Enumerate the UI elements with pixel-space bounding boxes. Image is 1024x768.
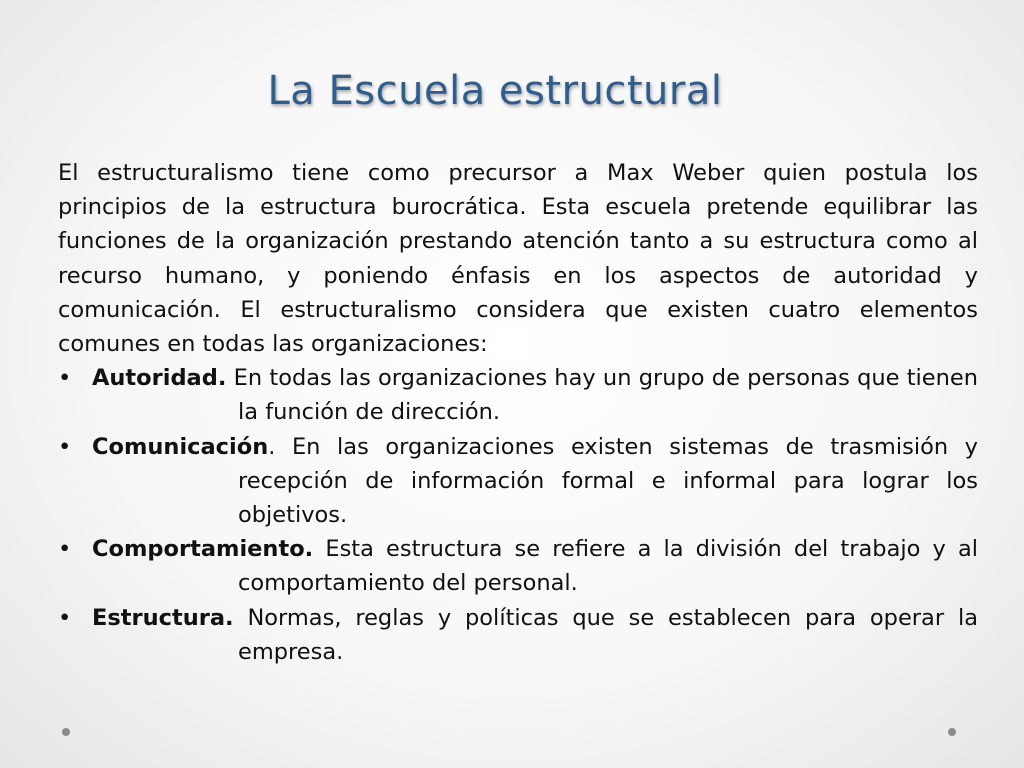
bullet-text: Esta estructura se refiere a la división del trabajo y al comportamiento del personal. <box>238 536 978 597</box>
bullet-term: Estructura. <box>92 604 234 631</box>
bullet-item-comportamiento <box>58 532 978 600</box>
decor-dot-icon <box>62 728 70 736</box>
bullet-term: Autoridad. <box>92 365 227 392</box>
bullet-text: Normas, reglas y políticas que se establecen para operar la empresa. <box>233 604 978 665</box>
bullet-icon: • <box>58 604 72 631</box>
slide-content <box>58 156 978 669</box>
bullet-term: Comportamiento. <box>92 536 314 563</box>
bullet-icon: • <box>58 536 72 563</box>
intro-paragraph: El estructuralismo tiene como precursor a Max Weber quien postula los principios de la estructura burocrática. Esta escuela pretende equilibrar las funciones de la organización prestando atención tanto a su estructura como al recurso humano, y poniendo énfasis en los aspectos de autoridad y comunicación. El estructuralismo considera que existen cuatro elementos comunes en todas las organizaciones: <box>58 160 978 358</box>
bullet-icon: • <box>58 433 72 460</box>
bullet-list <box>58 361 978 669</box>
bullet-item-comunicacion <box>58 430 978 533</box>
bullet-item-estructura <box>58 601 978 669</box>
bullet-icon: • <box>58 365 72 392</box>
bullet-text: . En las organizaciones existen sistemas de trasmisión y recepción de información formal e informal para lograr los objetivos. <box>238 433 978 529</box>
bullet-text: En todas las organizaciones hay un grupo de personas que tienen la función de dirección. <box>226 365 978 426</box>
slide-title: La Escuela estructural <box>267 68 723 114</box>
decor-dot-icon <box>948 728 956 736</box>
bullet-term: Comunicación <box>92 433 269 460</box>
bullet-item-autoridad <box>58 361 978 429</box>
